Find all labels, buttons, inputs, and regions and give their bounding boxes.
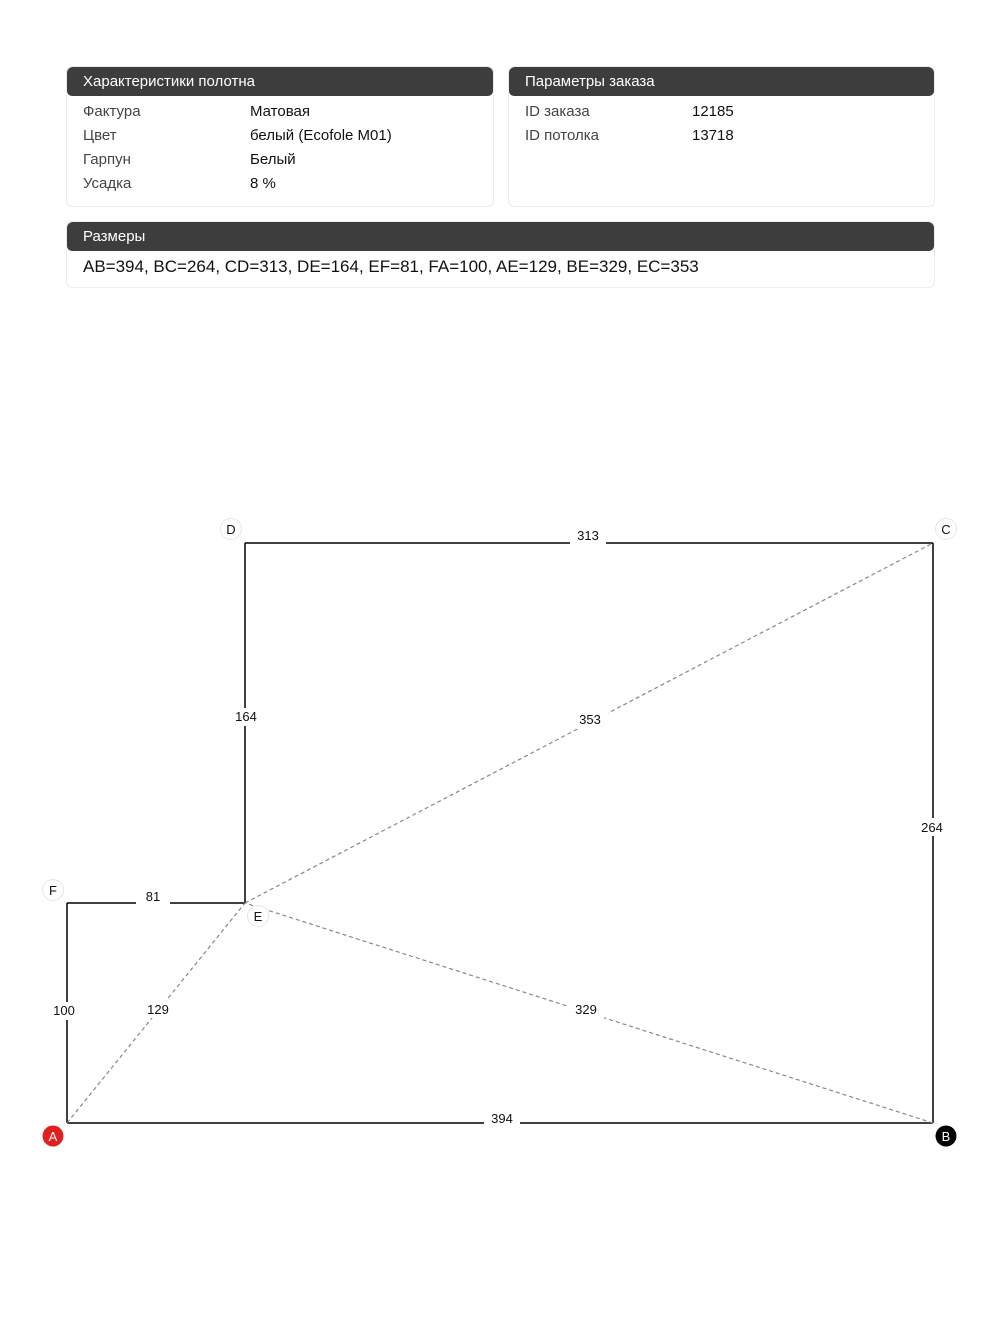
order-key: ID потолка	[525, 127, 600, 144]
point-b-label: B	[941, 1129, 951, 1144]
spec-key: Гарпун	[83, 151, 131, 168]
label-cd: 313	[577, 528, 599, 543]
point-e	[248, 906, 269, 927]
label-ec: 353	[579, 712, 601, 727]
label-ae: 129	[147, 1002, 169, 1017]
point-d	[221, 519, 242, 540]
dimensions-text: AB=394, BC=264, CD=313, DE=164, EF=81, FA=100, AE=129, BE=329, EC=353	[83, 257, 699, 276]
spec-key: Усадка	[83, 175, 132, 192]
point-d-label: D	[226, 522, 236, 537]
label-ef: 81	[145, 889, 161, 904]
point-f-label: F	[49, 883, 57, 898]
point-e-label: E	[253, 909, 263, 924]
point-a	[43, 1126, 64, 1147]
spec-value: 8 %	[250, 175, 276, 192]
order-params-title: Параметры заказа	[509, 67, 934, 96]
spec-key: Фактура	[83, 103, 141, 120]
point-a-label: A	[48, 1129, 58, 1144]
order-key: ID заказа	[525, 103, 590, 120]
spec-key: Цвет	[83, 127, 117, 144]
spec-value: Белый	[250, 151, 296, 168]
label-de: 164	[235, 709, 257, 724]
spec-value: белый (Ecofole M01)	[250, 127, 392, 144]
label-bc: 264	[921, 820, 943, 835]
dimensions-title: Размеры	[67, 222, 934, 251]
point-c	[936, 519, 957, 540]
point-c-label: C	[941, 522, 951, 537]
order-value: 12185	[692, 103, 734, 120]
label-ab: 394	[491, 1111, 513, 1126]
label-fa: 100	[53, 1003, 75, 1018]
canvas-specs-title: Характеристики полотна	[67, 67, 493, 96]
order-value: 13718	[692, 127, 734, 144]
label-be: 329	[575, 1002, 597, 1017]
point-f	[43, 880, 64, 901]
spec-value: Матовая	[250, 103, 310, 120]
point-b	[936, 1126, 957, 1147]
